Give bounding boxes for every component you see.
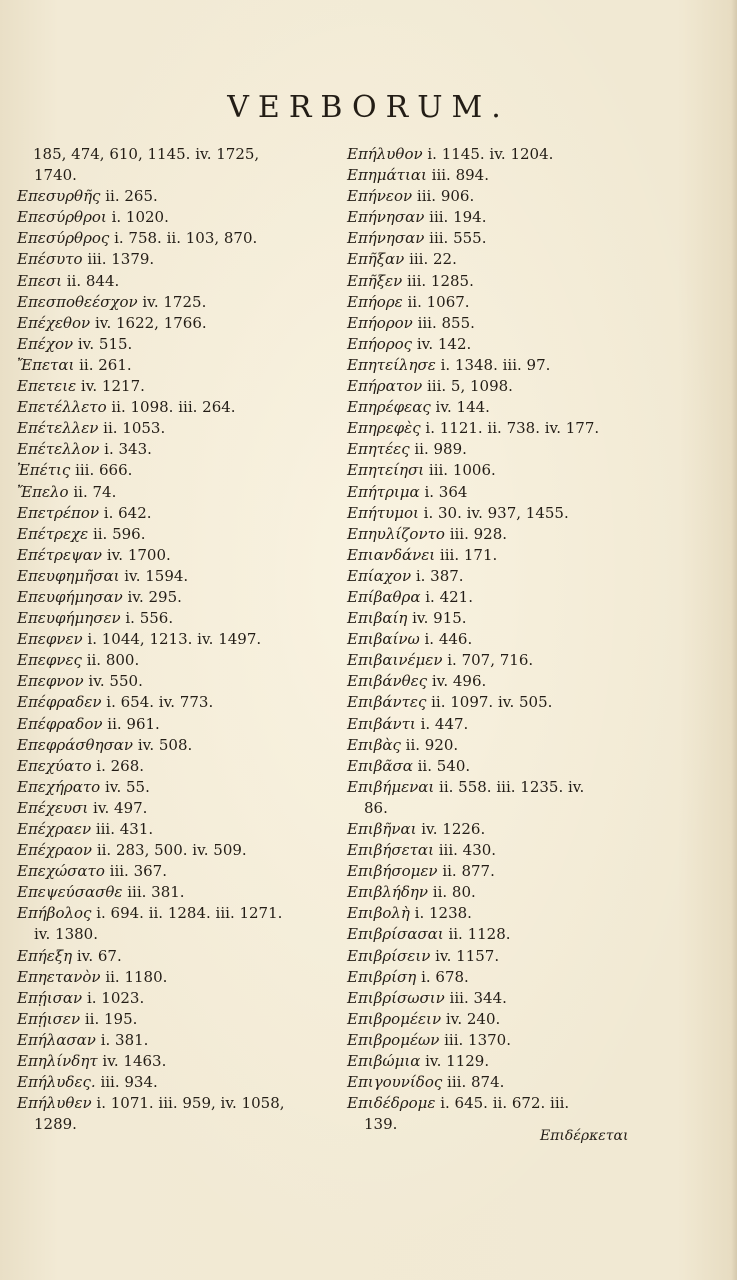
entry-word: Επεχύατο — [17, 756, 92, 775]
entry-word: Επετειε — [17, 377, 77, 396]
entry-word: Επέχευσι — [17, 798, 89, 817]
entry-word: Επήβολος — [17, 904, 92, 923]
index-entry — [17, 735, 335, 756]
index-entry — [17, 777, 335, 798]
entry-reference: iii. 1370. — [439, 1030, 511, 1049]
entry-word: Επιβάντες — [347, 693, 427, 712]
index-entry — [17, 924, 335, 945]
entry-word: Επιβλήδην — [347, 883, 428, 902]
index-entry — [347, 355, 637, 376]
entry-word: Επετρέπον — [17, 503, 100, 522]
entry-reference: i. 707, 716. — [442, 651, 534, 670]
entry-word: Επιβαίη — [347, 609, 408, 628]
entry-reference: iii. 934. — [95, 1073, 158, 1092]
entry-continuation: 185, 474, 610, 1145. iv. 1725, — [33, 145, 260, 163]
index-entry — [347, 988, 637, 1009]
entry-reference: iii. 344. — [444, 988, 507, 1007]
page-heading: VERBORUM. — [227, 90, 510, 125]
index-entry — [17, 292, 335, 313]
index-entry — [17, 397, 335, 418]
entry-word: Επηρέφεας — [347, 398, 431, 417]
entry-continuation: iv. 1380. — [34, 925, 98, 944]
entry-reference: ii. 877. — [437, 862, 495, 881]
entry-word: Επέφραδον — [17, 714, 103, 733]
entry-word: Επεσυρθῆς — [17, 187, 101, 206]
entry-reference: i. 387. — [411, 566, 464, 585]
entry-word: Επέτρεψαν — [17, 545, 103, 564]
index-entry — [347, 165, 637, 186]
entry-word: Επιβρομέων — [347, 1030, 440, 1049]
index-entry — [347, 798, 637, 819]
entry-reference: iii. 874. — [442, 1073, 505, 1092]
index-entry — [17, 524, 335, 545]
index-entry — [17, 1051, 335, 1072]
entry-reference: iv. 1463. — [97, 1052, 167, 1071]
entry-reference: ii. 596. — [88, 524, 146, 543]
entry-word: Επήνησαν — [347, 208, 425, 227]
entry-reference: i. 556. — [120, 609, 174, 628]
entry-reference: ii. 989. — [409, 440, 467, 459]
entry-word: Επετέλλετο — [17, 398, 107, 417]
entry-reference: iv. 1700. — [102, 545, 171, 564]
index-entry — [17, 313, 335, 334]
entry-word: Επιβάντι — [347, 714, 416, 733]
catchword: Επιδέρκεται — [540, 1128, 629, 1144]
entry-word: Επήορος — [347, 334, 413, 353]
entry-word: Επέσυτο — [17, 250, 83, 269]
entry-reference: iii. 367. — [104, 862, 167, 881]
index-entry — [17, 207, 335, 228]
index-entry — [347, 460, 637, 481]
entry-word: Επιβήσομεν — [347, 862, 438, 881]
index-entry — [347, 334, 637, 355]
entry-word: Επεχώσατο — [17, 862, 105, 881]
entry-reference: ii. 1180. — [100, 967, 168, 986]
entry-reference: iv. 55. — [100, 777, 150, 796]
entry-word: Επῄισαν — [17, 988, 83, 1007]
entry-reference: i. 654. iv. 773. — [101, 693, 214, 712]
index-entry — [17, 545, 335, 566]
entry-word: Επιβήμεναι — [347, 777, 435, 796]
index-entry — [347, 1009, 637, 1030]
index-entry — [17, 1093, 335, 1114]
entry-reference: iii. 555. — [424, 229, 487, 248]
index-entry — [17, 186, 335, 207]
entry-reference: i. 1238. — [409, 904, 472, 923]
entry-word: Επιβρομέειν — [347, 1009, 442, 1028]
entry-reference: iii. 430. — [433, 841, 497, 860]
index-entry — [17, 228, 335, 249]
entry-continuation: 1740. — [34, 166, 77, 185]
index-entry — [17, 946, 335, 967]
page-edge-shadow — [731, 0, 737, 1280]
index-entry — [347, 186, 637, 207]
index-entry — [17, 271, 335, 292]
index-entry — [17, 692, 335, 713]
index-entry — [347, 861, 637, 882]
entry-word: Επήλυθον — [347, 145, 423, 163]
index-entry — [347, 545, 637, 566]
entry-word: Επηλίνδητ — [17, 1052, 98, 1071]
entry-word: Επήτυμοι — [347, 503, 419, 522]
index-entry — [347, 418, 637, 439]
index-entry — [17, 587, 335, 608]
index-entry — [347, 313, 637, 334]
index-entry — [347, 967, 637, 988]
index-entry — [347, 566, 637, 587]
entry-word: Επιβήσεται — [347, 841, 434, 860]
entry-word: Επηρεφὲς — [347, 419, 421, 438]
entry-word: Επιβᾶσα — [347, 756, 413, 775]
entry-reference: iii. 928. — [444, 524, 508, 543]
entry-reference: iv. 1129. — [420, 1052, 490, 1071]
entry-reference: iv. 1594. — [119, 566, 189, 585]
index-entry — [347, 671, 637, 692]
entry-word: Επιβρίσασαι — [347, 925, 444, 944]
entry-reference: ii. 1097. iv. 505. — [426, 693, 553, 712]
index-entry — [347, 228, 637, 249]
index-entry — [347, 650, 637, 671]
index-entry — [347, 819, 637, 840]
index-entry — [347, 946, 637, 967]
entry-reference: iv. 240. — [441, 1009, 501, 1028]
index-entry — [17, 1072, 335, 1093]
entry-reference: ii. 920. — [400, 735, 459, 754]
entry-word: Επεσι — [17, 271, 62, 290]
index-column-left — [17, 144, 335, 1135]
index-entry — [347, 524, 637, 545]
entry-reference: ii. 74. — [68, 482, 117, 501]
entry-word: Επεφράσθησαν — [17, 735, 134, 754]
entry-word: Επητείλησε — [347, 355, 436, 374]
entry-word: Επεχήρατο — [17, 777, 101, 796]
entry-reference: i. 421. — [420, 587, 473, 606]
index-entry — [347, 439, 637, 460]
entry-word: Ἔπεται — [17, 355, 75, 374]
entry-reference: iv. 550. — [83, 672, 143, 691]
entry-reference: i. 645. ii. 672. iii. — [435, 1094, 570, 1113]
index-entry — [17, 249, 335, 270]
entry-word: Επῄισεν — [17, 1009, 81, 1028]
entry-reference: i. 758. ii. 103, 870. — [109, 229, 258, 248]
index-entry — [17, 988, 335, 1009]
entry-reference: iii. 171. — [435, 545, 498, 564]
entry-word: Επευφήμησαν — [17, 587, 123, 606]
index-entry — [17, 1114, 335, 1135]
entry-word: Επεψεύσασθε — [17, 883, 123, 902]
entry-reference: ii. 540. — [412, 756, 471, 775]
entry-word: Επήνησαν — [347, 229, 425, 248]
entry-reference: i. 1020. — [106, 208, 169, 227]
index-entry — [17, 861, 335, 882]
entry-word: Επήλυδες. — [17, 1073, 96, 1092]
entry-reference: i. 30. iv. 937, 1455. — [418, 503, 569, 522]
entry-reference: iv. 508. — [133, 735, 193, 754]
index-entry — [17, 650, 335, 671]
entry-word: Επιβώμια — [347, 1052, 421, 1071]
entry-word: Επιβῆναι — [347, 820, 417, 838]
entry-word: Επεφνον — [17, 672, 84, 691]
entry-word: Επῆξαν — [347, 250, 405, 269]
entry-reference: iii. 431. — [91, 820, 154, 838]
index-entry — [17, 165, 335, 186]
index-entry — [347, 1093, 637, 1114]
entry-word: Επίαχον — [347, 566, 412, 585]
entry-word: Επέχεθον — [17, 313, 91, 332]
entry-reference: i. 1044, 1213. iv. 1497. — [82, 630, 262, 649]
entry-reference: iii. 22. — [404, 250, 457, 269]
index-entry — [347, 903, 637, 924]
index-entry — [17, 1009, 335, 1030]
entry-reference: iv. 497. — [88, 798, 148, 817]
entry-word: Επεφνεν — [17, 630, 83, 649]
index-entry — [347, 587, 637, 608]
entry-word: Επητέες — [347, 440, 410, 459]
entry-reference: i. 1071. iii. 959, iv. 1058, — [91, 1094, 285, 1113]
index-entry — [17, 714, 335, 735]
entry-word: Επήλυθεν — [17, 1094, 92, 1113]
entry-word: Επέφραδεν — [17, 693, 102, 712]
entry-reference: iii. 906. — [412, 187, 475, 206]
entry-word: Επέχον — [17, 334, 74, 353]
index-entry — [17, 355, 335, 376]
entry-continuation: 86. — [364, 798, 388, 817]
entry-word: Επιβολὴ — [347, 904, 410, 923]
index-entry — [347, 144, 637, 165]
entry-reference: iv. 67. — [72, 946, 122, 965]
entry-reference: ii. 1098. iii. 264. — [106, 398, 236, 417]
entry-reference: iii. 1379. — [82, 250, 155, 269]
index-entry — [347, 292, 637, 313]
entry-word: Επήορε — [347, 292, 403, 311]
entry-reference: ii. 558. iii. 1235. iv. — [434, 777, 585, 796]
entry-reference: ii. 961. — [102, 714, 160, 733]
entry-word: Επιβαινέμεν — [347, 651, 443, 670]
index-entry — [347, 924, 637, 945]
index-entry — [17, 460, 335, 481]
entry-reference: iv. 1622, 1766. — [90, 313, 207, 332]
entry-word: Επήεξη — [17, 946, 73, 965]
entry-reference: iii. 666. — [70, 461, 133, 480]
entry-word: Επιβρίση — [347, 967, 417, 986]
entry-word: Επιβὰς — [347, 735, 401, 754]
index-entry — [17, 334, 335, 355]
index-entry — [17, 482, 335, 503]
entry-reference: i. 1348. iii. 97. — [435, 355, 551, 374]
entry-word: Επέχραεν — [17, 820, 92, 838]
entry-word: Ἐπέτις — [17, 461, 71, 480]
index-entry — [347, 376, 637, 397]
entry-reference: ii. 800. — [81, 651, 140, 670]
index-entry — [347, 840, 637, 861]
entry-reference: iii. 1006. — [424, 461, 496, 480]
index-entry — [347, 503, 637, 524]
index-entry — [17, 608, 335, 629]
entry-reference: ii. 283, 500. iv. 509. — [92, 841, 247, 860]
entry-reference: i. 268. — [91, 756, 145, 775]
entry-word: Επηυλίζοντο — [347, 524, 445, 543]
index-entry — [347, 207, 637, 228]
entry-word: Επευφήμησεν — [17, 609, 121, 628]
index-entry — [17, 144, 335, 165]
entry-word: Επιβρίσειν — [347, 946, 431, 965]
index-entry — [17, 418, 335, 439]
entry-word: Επιβρίσωσιν — [347, 988, 445, 1007]
entry-reference: i. 694. ii. 1284. iii. 1271. — [91, 904, 283, 923]
entry-reference: iv. 295. — [122, 587, 182, 606]
entry-word: Επήνεον — [347, 187, 413, 206]
index-entry — [347, 249, 637, 270]
entry-continuation: 139. — [364, 1115, 398, 1134]
entry-reference: i. 642. — [99, 503, 152, 522]
entry-reference: i. 1023. — [82, 988, 145, 1007]
entry-reference: ii. 265. — [100, 187, 158, 206]
entry-word: Επίβαθρα — [347, 587, 421, 606]
entry-word: Επήλασαν — [17, 1030, 96, 1049]
entry-reference: ii. 195. — [80, 1009, 138, 1028]
entry-reference: i. 678. — [416, 967, 469, 986]
entry-reference: iii. 855. — [412, 313, 475, 332]
entry-reference: iii. 1285. — [402, 271, 474, 290]
index-entry — [347, 482, 637, 503]
entry-reference: ii. 1128. — [443, 925, 511, 944]
entry-word: Επιβαίνω — [347, 630, 420, 649]
entry-word: Επέτελλον — [17, 440, 100, 459]
entry-reference: i. 1145. iv. 1204. — [422, 145, 554, 163]
entry-reference: iii. 381. — [122, 883, 185, 902]
entry-reference: i. 1121. ii. 738. iv. 177. — [420, 419, 600, 438]
index-entry — [347, 608, 637, 629]
index-entry — [17, 439, 335, 460]
entry-reference: iii. 894. — [426, 166, 489, 185]
entry-reference: i. 446. — [419, 630, 473, 649]
index-entry — [347, 756, 637, 777]
entry-reference: iv. 496. — [427, 672, 487, 691]
entry-word: Επευφημῆσαι — [17, 566, 120, 585]
entry-word: Επιανδάνει — [347, 545, 436, 564]
entry-word: Επιγουνίδος — [347, 1073, 443, 1092]
index-entry — [17, 376, 335, 397]
index-entry — [17, 629, 335, 650]
entry-reference: ii. 1067. — [402, 292, 470, 311]
index-entry — [17, 840, 335, 861]
entry-word: Επῆξεν — [347, 271, 403, 290]
index-entry — [17, 756, 335, 777]
entry-word: Επεσποθεέσχον — [17, 292, 138, 311]
entry-reference: iv. 1226. — [416, 820, 486, 838]
index-entry — [17, 566, 335, 587]
index-entry — [17, 798, 335, 819]
index-entry — [347, 714, 637, 735]
entry-word: Επήορον — [347, 313, 413, 332]
entry-word: Επήρατον — [347, 377, 423, 396]
entry-word: Επέχραον — [17, 841, 93, 860]
index-entry — [347, 397, 637, 418]
index-entry — [347, 735, 637, 756]
entry-reference: iv. 1217. — [76, 377, 145, 396]
index-entry — [17, 671, 335, 692]
entry-word: Επιδέδρομε — [347, 1094, 436, 1113]
entry-word: Επηετανὸν — [17, 967, 101, 986]
index-entry — [347, 1072, 637, 1093]
index-entry — [347, 692, 637, 713]
entry-reference: i. 343. — [99, 440, 152, 459]
entry-reference: i. 381. — [95, 1030, 149, 1049]
entry-word: Επημάτιαι — [347, 166, 427, 185]
entry-word: Επέτρεχε — [17, 524, 89, 543]
index-entry — [347, 882, 637, 903]
entry-word: Ἔπελο — [17, 482, 69, 501]
entry-reference: iii. 194. — [424, 208, 487, 227]
index-entry — [347, 271, 637, 292]
entry-reference: iv. 142. — [412, 334, 472, 353]
entry-word: Επεφνες — [17, 651, 82, 670]
index-entry — [17, 1030, 335, 1051]
entry-word: Επιβάνθες — [347, 672, 428, 691]
index-entry — [347, 629, 637, 650]
entry-word: Επέτελλεν — [17, 419, 99, 438]
entry-reference: ii. 80. — [428, 883, 476, 902]
entry-reference: i. 364 — [419, 482, 468, 501]
entry-word: Επεσύρθροι — [17, 208, 107, 227]
entry-reference: iv. 515. — [73, 334, 133, 353]
entry-reference: ii. 844. — [61, 271, 120, 290]
entry-reference: ii. 1053. — [98, 419, 166, 438]
index-entry — [17, 882, 335, 903]
index-entry — [347, 777, 637, 798]
entry-reference: i. 447. — [415, 714, 469, 733]
entry-reference: iv. 144. — [430, 398, 490, 417]
entry-reference: iii. 5, 1098. — [422, 377, 513, 396]
index-column-right — [347, 144, 637, 1135]
entry-word: Επήτριμα — [347, 482, 420, 501]
index-entry — [347, 1030, 637, 1051]
entry-reference: ii. 261. — [74, 355, 132, 374]
index-entry — [17, 903, 335, 924]
index-entry — [17, 967, 335, 988]
index-entry — [347, 1051, 637, 1072]
entry-continuation: 1289. — [34, 1115, 77, 1134]
index-entry — [17, 503, 335, 524]
entry-reference: iv. 915. — [407, 609, 467, 628]
entry-word: Επεσύρθρος — [17, 229, 110, 248]
entry-reference: iv. 1157. — [430, 946, 500, 965]
index-entry — [17, 819, 335, 840]
entry-reference: iv. 1725. — [137, 292, 207, 311]
entry-word: Επητείησι — [347, 461, 425, 480]
